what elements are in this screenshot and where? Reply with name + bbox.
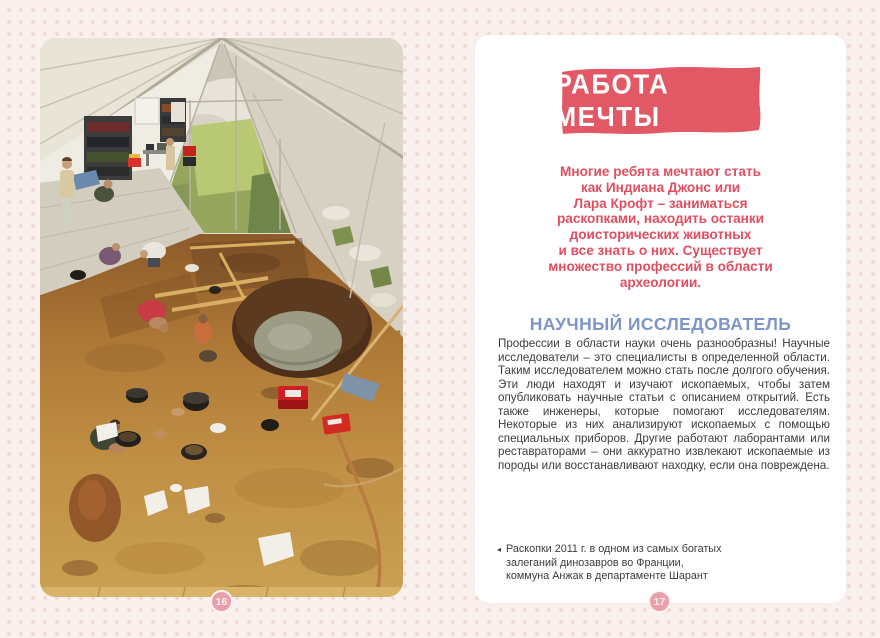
caption-triangle-icon: ◂ [497,545,502,554]
left-page [40,38,403,597]
excavation-photo [40,38,403,597]
intro-line: и все знать о них. Существует [558,242,763,258]
intro-paragraph [475,164,846,290]
intro-line: Многие ребята мечтают стать [560,164,761,179]
caption-line: залеганий динозавров во Франции, [506,556,684,569]
caption-line: Раскопки 2011 г. в одном из самых богатых [506,543,722,555]
section-heading: НАУЧНЫЙ ИССЛЕДОВАТЕЛЬ [529,314,792,334]
title-banner [555,62,767,140]
right-page [475,35,846,603]
photo-caption [497,543,807,584]
page-number-badge-left: 16 [210,590,233,613]
page-title: РАБОТА МЕЧТЫ [554,68,670,133]
caption-line: коммуна Анжак в департаменте Шарант [506,570,708,583]
caption-text [506,543,721,584]
intro-line: раскопками, находить останки [556,211,765,227]
intro-line: множество профессий в области [548,258,773,274]
page-number-badge-right: 17 [648,590,671,613]
intro-line: доисторических животных [569,227,752,243]
intro-line: археологии. [619,274,702,290]
intro-line: Лара Крофт – заниматься [573,195,748,211]
intro-line: как Индиана Джонс или [580,179,741,195]
body-paragraph: Профессии в области науки очень разнообразны! Научные исследователи – это специалисты в определенной области. Таким исследователем можно стать после долгого обучения. Эти люди находят и изучают ископаемых, чтобы затем опубликовать научные статьи с описанием открытий. Есть также инженеры, которые помогают исследователям. Некоторые из них анализируют ископаемых с помощью специальных приборов. Другие работают лаборантами или реставраторами – они аккуратно извлекают ископаемые из породы или восстанавливают находку, если она повреждена. [498,337,830,472]
